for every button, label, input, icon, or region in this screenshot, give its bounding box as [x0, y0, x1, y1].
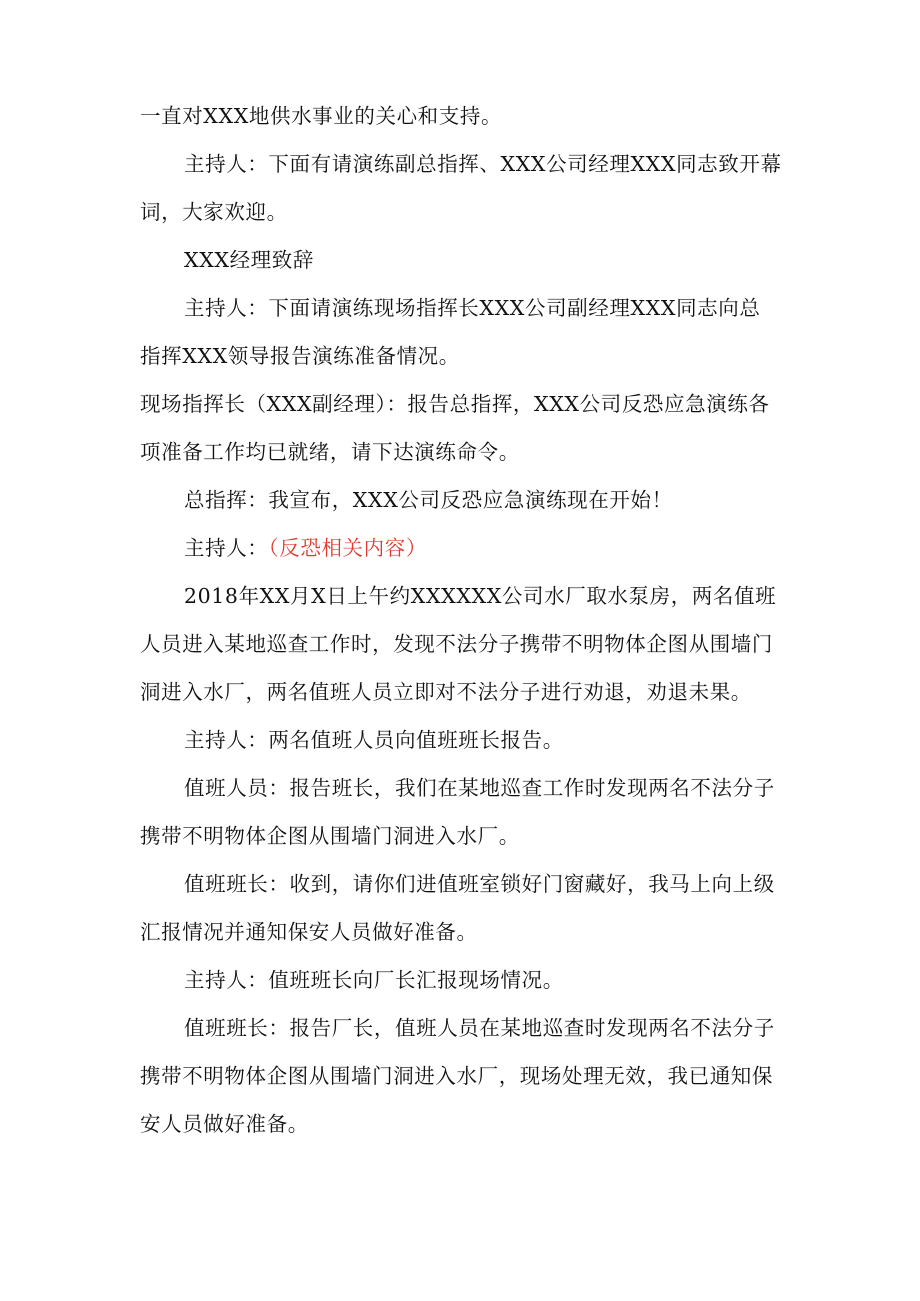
- paragraph-line: 现场指挥长（XXX副经理）：报告总指挥，XXX公司反恐应急演练各: [140, 392, 770, 416]
- paragraph-line: 一直对XXX地供水事业的关心和支持。: [140, 104, 503, 128]
- paragraph-line: 2018年XX月X日上午约XXXXXX公司水厂取水泵房，两名值班: [184, 584, 777, 608]
- paragraph-line: 指挥XXX领导报告演练准备情况。: [140, 344, 460, 368]
- paragraph-line: 主持人：下面有请演练副总指挥、XXX公司经理XXX同志致开幕: [184, 152, 782, 176]
- paragraph-line: 词，大家欢迎。: [140, 200, 288, 224]
- paragraph-line: 主持人：两名值班人员向值班班长报告。: [184, 728, 564, 752]
- paragraph-line: 安人员做好准备。: [140, 1112, 309, 1136]
- paragraph-line: [184, 534, 427, 562]
- paragraph-line: 总指挥：我宣布，XXX公司反恐应急演练现在开始！: [184, 488, 673, 512]
- speaker-label: 主持人：: [184, 536, 269, 560]
- paragraph-line: XXX经理致辞: [184, 248, 314, 272]
- paragraph-line: 主持人：下面请演练现场指挥长XXX公司副经理XXX同志向总: [184, 296, 761, 320]
- paragraph-line: 人员进入某地巡查工作时，发现不法分子携带不明物体企图从围墙门: [140, 632, 773, 656]
- paragraph-line: 携带不明物体企图从围墙门洞进入水厂，现场处理无效，我已通知保: [140, 1064, 773, 1088]
- paragraph-line: 携带不明物体企图从围墙门洞进入水厂。: [140, 824, 520, 848]
- paragraph-line: 值班班长：收到，请你们进值班室锁好门窗藏好，我马上向上级: [184, 872, 775, 896]
- paragraph-line: 主持人：值班班长向厂长汇报现场情况。: [184, 968, 564, 992]
- paragraph-line: 值班人员：报告班长，我们在某地巡查工作时发现两名不法分子: [184, 776, 775, 800]
- paragraph-line: 值班班长：报告厂长，值班人员在某地巡查时发现两名不法分子: [184, 1016, 775, 1040]
- paragraph-line: 项准备工作均已就绪，请下达演练命令。: [140, 440, 520, 464]
- paragraph-line: 洞进入水厂，两名值班人员立即对不法分子进行劝退，劝退未果。: [140, 680, 752, 704]
- paragraph-line: 汇报情况并通知保安人员做好准备。: [140, 920, 478, 944]
- placeholder-note: （反恐相关内容）: [268, 536, 427, 560]
